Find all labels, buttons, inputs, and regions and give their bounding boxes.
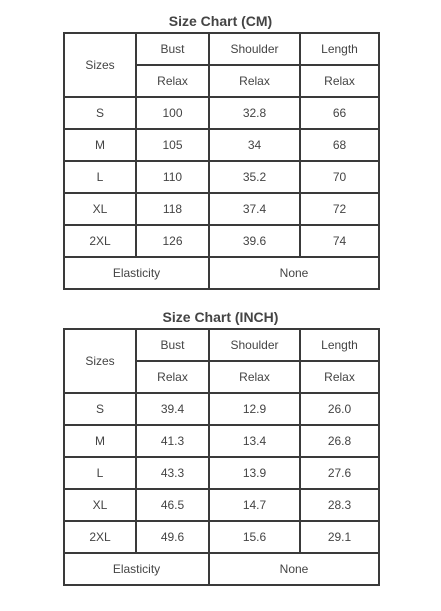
bust-cell: 100 [136, 97, 209, 129]
length-cell: 70 [300, 161, 379, 193]
table-row [64, 425, 379, 457]
size-cell: S [64, 97, 136, 129]
bust-fit-header: Relax [136, 65, 209, 97]
shoulder-header: Shoulder [209, 33, 300, 65]
length-cell: 26.8 [300, 425, 379, 457]
size-cell: 2XL [64, 225, 136, 257]
shoulder-cell: 14.7 [209, 489, 300, 521]
shoulder-cell: 34 [209, 129, 300, 161]
bust-header: Bust [136, 329, 209, 361]
length-cell: 72 [300, 193, 379, 225]
size-cell: S [64, 393, 136, 425]
table-row [64, 97, 379, 129]
table-row [64, 521, 379, 553]
length-cell: 29.1 [300, 521, 379, 553]
shoulder-cell: 15.6 [209, 521, 300, 553]
bust-cell: 110 [136, 161, 209, 193]
length-cell: 26.0 [300, 393, 379, 425]
bust-cell: 105 [136, 129, 209, 161]
length-fit-header: Relax [300, 361, 379, 393]
shoulder-cell: 35.2 [209, 161, 300, 193]
bust-cell: 46.5 [136, 489, 209, 521]
size-cell: M [64, 425, 136, 457]
shoulder-fit-header: Relax [209, 65, 300, 97]
shoulder-cell: 39.6 [209, 225, 300, 257]
elasticity-label: Elasticity [64, 257, 209, 289]
bust-cell: 118 [136, 193, 209, 225]
length-cell: 66 [300, 97, 379, 129]
size-cell: L [64, 161, 136, 193]
shoulder-cell: 12.9 [209, 393, 300, 425]
shoulder-cell: 37.4 [209, 193, 300, 225]
size-chart-cm-table [63, 32, 380, 290]
table-row [64, 161, 379, 193]
bust-cell: 49.6 [136, 521, 209, 553]
length-header: Length [300, 329, 379, 361]
size-cell: L [64, 457, 136, 489]
sizes-header: Sizes [64, 33, 136, 97]
elasticity-row [64, 553, 379, 585]
bust-cell: 41.3 [136, 425, 209, 457]
elasticity-label: Elasticity [64, 553, 209, 585]
shoulder-cell: 13.9 [209, 457, 300, 489]
length-cell: 27.6 [300, 457, 379, 489]
length-cell: 74 [300, 225, 379, 257]
table-row [64, 457, 379, 489]
bust-cell: 126 [136, 225, 209, 257]
table-row [64, 129, 379, 161]
length-cell: 28.3 [300, 489, 379, 521]
elasticity-row [64, 257, 379, 289]
sizes-header: Sizes [64, 329, 136, 393]
elasticity-value: None [209, 257, 379, 289]
bust-header: Bust [136, 33, 209, 65]
size-chart-cm-title: Size Chart (CM) [168, 13, 273, 29]
table-row [64, 393, 379, 425]
size-chart-inch-title: Size Chart (INCH) [162, 309, 279, 325]
size-cell: XL [64, 489, 136, 521]
size-cell: 2XL [64, 521, 136, 553]
elasticity-value: None [209, 553, 379, 585]
size-cell: M [64, 129, 136, 161]
shoulder-fit-header: Relax [209, 361, 300, 393]
size-cell: XL [64, 193, 136, 225]
bust-cell: 43.3 [136, 457, 209, 489]
header-row-measures [64, 33, 379, 65]
length-header: Length [300, 33, 379, 65]
length-cell: 68 [300, 129, 379, 161]
header-row-measures [64, 329, 379, 361]
bust-fit-header: Relax [136, 361, 209, 393]
table-row [64, 225, 379, 257]
table-row [64, 193, 379, 225]
shoulder-cell: 32.8 [209, 97, 300, 129]
size-chart-inch-table [63, 328, 380, 586]
table-row [64, 489, 379, 521]
bust-cell: 39.4 [136, 393, 209, 425]
length-fit-header: Relax [300, 65, 379, 97]
shoulder-header: Shoulder [209, 329, 300, 361]
shoulder-cell: 13.4 [209, 425, 300, 457]
